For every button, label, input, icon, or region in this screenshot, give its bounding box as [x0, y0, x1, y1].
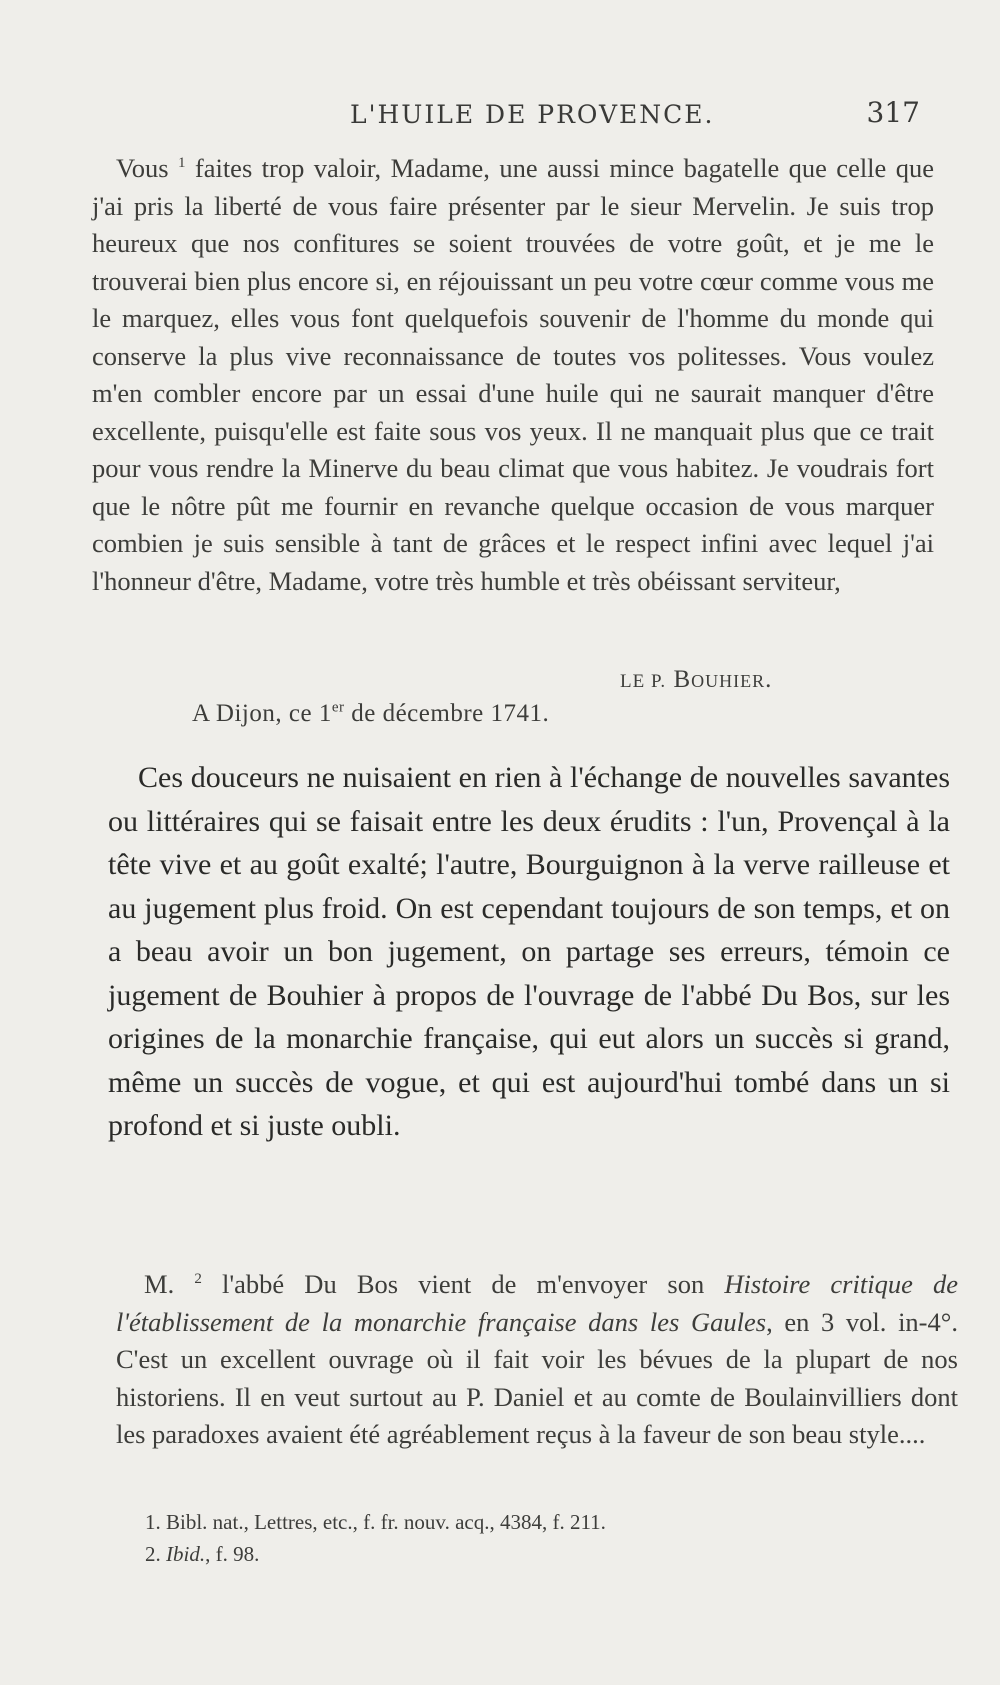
quote-after-title: , en 3 vol. in-4°. C'est un excellent ouvrage où il fait voir les bévues de la plupart de nos historiens. Il en veut surtout au P. Daniel et au comte de Boulainvilliers dont les paradoxes avaient été agréablement reçus à la faveur de son beau style.... [116, 1306, 958, 1449]
footnote-2-ibid: Ibid. [166, 1542, 206, 1566]
dateline-end: de décembre 1741. [344, 700, 550, 727]
quote-paragraph [116, 1266, 958, 1454]
running-title: L'HUILE DE PROVENCE. [350, 100, 715, 129]
page-number: 317 [866, 96, 920, 129]
quote-prefix: M. [144, 1269, 195, 1299]
letter-body: faites trop valoir, Madame, une aussi mince bagatelle que celle que j'ai pris la liberté de vous faire présenter par le sieur Mervelin. Je suis trop heureux que nos confitures se soient trouvées de votre goût, et je me le trouverai bien plus encore si, en réjouissant un peu votre cœur comme vous me le marquez, elles vous font quelquefois souvenir de l'homme du monde qui conserve la plus vive reconnaissance de toutes vos politesses. Vous voulez m'en combler encore par un essai d'une huile qui ne saurait manquer d'être excellente, puisqu'elle est faite sous vos yeux. Il ne manquait plus que ce trait pour vous rendre la Minerve du beau climat que vous habitez. Je voudrais fort que le nôtre pût me fournir en revanche quelque occasion de vous marquer combien je suis sensible à tant de grâces et le respect infini avec lequel j'ai l'honneur d'être, Madame, votre très humble et très obéissant serviteur, [92, 153, 934, 596]
letter-opening: Vous [116, 153, 178, 183]
footnote-2-rest: , f. 98. [205, 1542, 260, 1566]
quote-before-title: l'abbé Du Bos vient de m'envoyer son [201, 1269, 725, 1299]
dateline-ordinal: er [331, 699, 345, 716]
signature-prefix: LE P. [620, 671, 667, 692]
letter-paragraph [92, 150, 934, 600]
footnote-2-number: 2. [145, 1542, 166, 1566]
dateline-start: A Dijon, ce 1 [192, 700, 332, 727]
quoted-letter [116, 1266, 958, 1454]
main-paragraph: Ces douceurs ne nuisaient en rien à l'échange de nouvelles savantes ou littéraires qui se faisait entre les deux érudits : l'un, Provençal à la tête vive et au goût exalté; l'autre, Bourguignon à la verve railleuse et au jugement plus froid. On est cependant toujours de son temps, et on a beau avoir un bon jugement, on partage ses erreurs, témoin ce jugement de Bouhier à propos de l'ouvrage de l'abbé Du Bos, sur les origines de la monarchie française, qui eut alors un succès si grand, même un succès de vogue, et qui est aujourd'hui tombé dans un si profond et si juste oubli. [108, 761, 950, 1142]
book-title: Histoire critique de l'établissement de la monarchie française dans les Gaules [116, 1269, 958, 1337]
footnote-1: 1. Bibl. nat., Lettres, etc., f. fr. nouv. acq., 4384, f. 211. [145, 1510, 606, 1534]
signature-name: Bouhier. [673, 666, 773, 693]
letter-signature [620, 666, 772, 694]
footnotes [145, 1506, 606, 1570]
letter-excerpt [92, 150, 934, 600]
footnote-ref-2: 2 [194, 1271, 202, 1288]
main-text [108, 756, 950, 1148]
page-header [90, 96, 940, 136]
footnote-2 [145, 1538, 606, 1570]
letter-dateline [192, 700, 549, 728]
footnote-ref-1: 1 [177, 155, 186, 172]
